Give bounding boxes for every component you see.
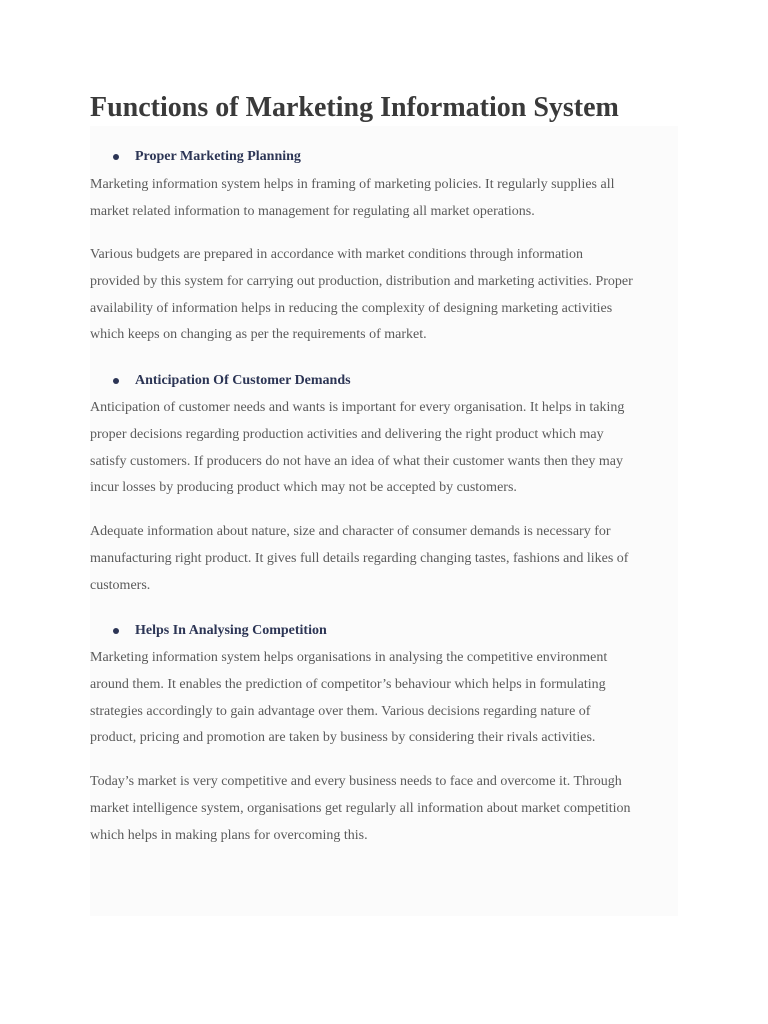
paragraph-line: product, pricing and promotion are taken by business by considering their rivals activities. [90,730,596,746]
paragraph-line: market related information to management for regulating all market operations. [90,203,535,219]
section-heading-label: Proper Marketing Planning [135,149,301,164]
paragraph-line: around them. It enables the prediction of competitor’s behaviour which helps in formulating [90,676,606,692]
paragraph-line: proper decisions regarding production activities and delivering the right product which may [90,426,604,442]
paragraph-line: Various budgets are prepared in accordance with market conditions through information [90,247,583,262]
paragraph-line: customers. [90,577,151,593]
paragraph-line: manufacturing right product. It gives full details regarding changing tastes, fashions and likes of [90,550,629,566]
section-heading-label: Anticipation Of Customer Demands [135,373,351,388]
paragraph-line: satisfy customers. If producers do not have an idea of what their customer wants then they may [90,453,624,469]
paragraph [90,645,678,752]
page-title: Functions of Marketing Information System [90,92,619,123]
paragraph-line: Marketing information system helps organisations in analysing the competitive environment [90,650,608,665]
paragraph-line: which keeps on changing as per the requirements of market. [90,327,427,343]
bullet-icon [113,154,119,160]
paragraph-line: Marketing information system helps in framing of marketing policies. It regularly supplies all [90,177,615,192]
paragraph-line: which helps in making plans for overcoming this. [90,827,368,843]
paragraph [90,519,678,599]
paragraph-line: Anticipation of customer needs and wants is important for every organisation. It helps in taking [90,400,625,415]
paragraph-line: Adequate information about nature, size and character of consumer demands is necessary for [90,524,611,539]
paragraph-line: incur losses by producing product which may not be accepted by customers. [90,480,517,496]
paragraph-line: market intelligence system, organisations get regularly all information about market competition [90,800,631,816]
bullet-icon [113,628,119,634]
paragraph-line: Today’s market is very competitive and every business needs to face and overcome it. Through [90,774,622,789]
paragraph-line: provided by this system for carrying out production, distribution and marketing activities. Proper [90,273,633,289]
bullet-icon [113,378,119,384]
paragraph [90,395,678,502]
section-heading-label: Helps In Analysing Competition [135,623,327,638]
paragraph [90,242,678,349]
content-panel [90,126,678,916]
paragraph [90,769,678,849]
paragraph-line: availability of information helps in reducing the complexity of designing marketing activities [90,300,613,316]
paragraph-line: strategies accordingly to gain advantage over them. Various decisions regarding nature of [90,703,591,719]
paragraph [90,172,678,226]
